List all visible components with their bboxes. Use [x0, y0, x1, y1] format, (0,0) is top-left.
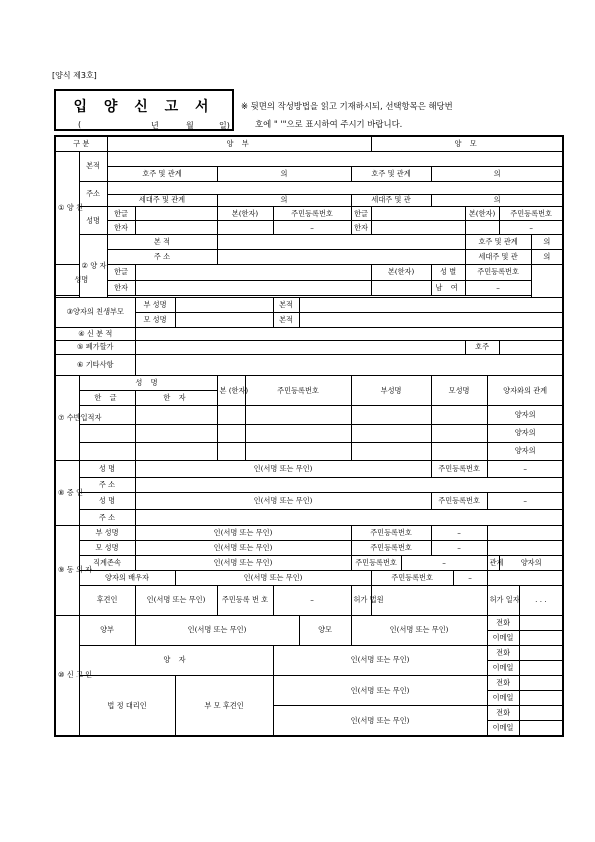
s1-sedaeju-label-father: 세대주 및 관계 — [107, 194, 217, 207]
s9-relation-label: 관계 — [487, 555, 499, 570]
s2-hangul-value[interactable] — [135, 265, 371, 280]
s9-guardian-rrn-label: 주민등록 번 호 — [217, 585, 273, 615]
s9-mother-rrn-label: 주민등록번호 — [351, 540, 431, 555]
s7-hangul-label: 한 글 — [79, 391, 135, 406]
s2-hoju-value[interactable]: 의 — [531, 235, 563, 250]
s3-father-bonjeok-label: 본적 — [273, 297, 299, 312]
s10-phone-2[interactable] — [519, 645, 563, 660]
s10-email-label-1: 이메일 — [487, 630, 519, 645]
s9-jikgye-seal[interactable]: 인(서명 또는 무인) — [135, 555, 351, 570]
s8-name-label-1: 성 명 — [79, 461, 135, 478]
s9-spouse-extra[interactable] — [487, 570, 563, 585]
s9-father-extra[interactable] — [487, 525, 563, 540]
s10-yangmo-seal[interactable]: 인(서명 또는 무인) — [351, 615, 487, 645]
date-year[interactable]: 년 — [151, 121, 159, 130]
s7-relation-value[interactable]: 양자의 — [487, 442, 563, 460]
s9-mother-seal[interactable]: 인(서명 또는 무인) — [135, 540, 351, 555]
s9-spouse-seal[interactable]: 인(서명 또는 무인) — [175, 570, 371, 585]
form-title: 입 양 신 고 서 — [73, 99, 215, 115]
s2-bon-label: 본(한자) — [371, 265, 431, 280]
s10-phone-label-4: 전화 — [487, 706, 519, 721]
s10-email-3[interactable] — [519, 691, 563, 706]
section-5-label: ⑤ 폐가할가 — [55, 340, 135, 354]
s3-mother-label: 모 성명 — [135, 312, 175, 327]
s9-guardian-label: 후견인 — [79, 585, 135, 615]
s8-rrn-label-2: 주민등록번호 — [431, 493, 487, 510]
s10-yangja-label: 양 자 — [79, 645, 273, 675]
s3-father-label: 부 성명 — [135, 297, 175, 312]
s6-value[interactable] — [135, 354, 563, 376]
s1-hangul-label-mother: 한글 — [351, 207, 371, 221]
s10-yangbu-seal[interactable]: 인(서명 또는 무인) — [135, 615, 299, 645]
s9-jikgye-label: 직계존속 — [79, 555, 135, 570]
s10-email-label-3: 이메일 — [487, 691, 519, 706]
header-gubun: 구 분 — [55, 136, 107, 151]
s1-hangul-father[interactable] — [135, 207, 217, 221]
s9-father-seal[interactable]: 인(서명 또는 무인) — [135, 525, 351, 540]
s4-value[interactable] — [135, 327, 563, 340]
s10-phone-3[interactable] — [519, 676, 563, 691]
s1-hanja-label-mother: 한자 — [351, 221, 371, 235]
s7-relation-value[interactable]: 양자의 — [487, 424, 563, 442]
s8-addr-label-1: 주 소 — [79, 478, 135, 493]
s10-yangbu-label: 양부 — [79, 615, 135, 645]
s9-father-rrn-label: 주민등록번호 — [351, 525, 431, 540]
s10-email-label-2: 이메일 — [487, 660, 519, 675]
s1-bonjeok-value[interactable] — [107, 151, 563, 166]
header-yangbu: 양 부 — [107, 136, 371, 151]
s1-bon-mother[interactable] — [465, 221, 499, 235]
s1-name-label: 성명 — [79, 207, 107, 235]
s3-mother-bonjeok-label: 본적 — [273, 312, 299, 327]
s8-name-label-2: 성 명 — [79, 493, 135, 510]
section-1-label: ① 양 친 — [55, 151, 79, 265]
s7-rrn-label: 주민등록번호 — [245, 376, 351, 406]
s10-phone-label-1: 전화 — [487, 615, 519, 630]
s10-phone-label-3: 전화 — [487, 676, 519, 691]
s1-hoju-mother[interactable]: 의 — [431, 166, 563, 181]
s8-rrn-label-1: 주민등록번호 — [431, 461, 487, 478]
s10-phone-1[interactable] — [519, 615, 563, 630]
s9-permit-date-label: 허가 일자 — [487, 585, 519, 615]
s9-spouse-rrn[interactable]: – — [453, 570, 487, 585]
s7-hanja-label: 한 자 — [135, 391, 217, 406]
s2-name-label: 성명 — [55, 265, 107, 295]
s1-rrn-father[interactable]: – — [273, 221, 351, 235]
s1-hoju-father[interactable]: 의 — [217, 166, 351, 181]
s1-bonjeok-label: 본적 — [79, 151, 107, 181]
s1-sedaeju-mother[interactable]: 의 — [431, 194, 563, 207]
s2-juso-label: 주 소 — [107, 250, 217, 265]
s10-yangja-seal[interactable]: 인(서명 또는 무인) — [273, 645, 487, 675]
s10-rep-seal-2[interactable]: 인(서명 또는 무인) — [273, 706, 487, 736]
s9-mother-rrn[interactable]: – — [431, 540, 487, 555]
header-yangmo: 양 모 — [371, 136, 563, 151]
s1-rrn-mother[interactable]: – — [499, 221, 563, 235]
s8-rrn-1[interactable]: – — [487, 461, 563, 478]
s9-guardian-rrn[interactable]: – — [273, 585, 351, 615]
s10-rep-seal-1[interactable]: 인(서명 또는 무인) — [273, 676, 487, 706]
s2-hanja-label: 한자 — [107, 280, 135, 295]
s5-hoju-label: 호주 — [465, 340, 499, 354]
section-3-label: ③양자의 친생부모 — [55, 297, 135, 327]
s1-hoju-label-father: 호주 및 관계 — [107, 166, 217, 181]
s2-hanja-value[interactable] — [135, 280, 371, 295]
form-number: [양식 제3호] — [52, 71, 97, 80]
s9-permit-court-label: 허가 법원 — [351, 585, 371, 615]
s7-row — [55, 442, 563, 460]
s1-sedaeju-label-mother: 세대주 및 관 — [351, 194, 431, 207]
section-6-label: ⑥ 기타사항 — [55, 354, 135, 376]
s7-relation-value[interactable]: 양자의 — [487, 406, 563, 424]
s10-legal-rep-label: 법 정 대리인 — [79, 676, 175, 737]
s9-jikgye-rrn[interactable]: – — [401, 555, 487, 570]
s9-spouse-rrn-label: 주민등록번호 — [371, 570, 453, 585]
s1-bon-label-mother: 본(한자) — [465, 207, 499, 221]
section-9-label: ⑨ 동 의 자 — [55, 525, 79, 615]
date-month[interactable]: 월 — [186, 121, 194, 130]
s2-hoju-label: 호주 및 관계 — [465, 235, 531, 250]
s1-bon-label-father: 본(한자) — [217, 207, 273, 221]
s9-father-rrn[interactable]: – — [431, 525, 487, 540]
date-day[interactable]: 일) — [219, 121, 230, 130]
s10-parents-guardian-label: 부 모 후견인 — [175, 676, 273, 737]
date-open: ( — [78, 120, 82, 129]
s3-mother-bonjeok[interactable] — [299, 312, 563, 327]
s10-email-2[interactable] — [519, 660, 563, 675]
s7-mother-label: 모성명 — [431, 376, 487, 406]
s2-hangul-label: 한글 — [107, 265, 135, 280]
s8-seal-2[interactable]: 인(서명 또는 무인) — [135, 493, 431, 510]
s1-juso-value[interactable] — [107, 181, 563, 194]
section-10-label: ⑩ 신 고 인 — [55, 615, 79, 736]
s7-relation-label: 양자와의 관계 — [487, 376, 563, 406]
s8-rrn-2[interactable]: – — [487, 493, 563, 510]
s1-hangul-mother[interactable] — [371, 207, 465, 221]
s1-juso-label: 주소 — [79, 181, 107, 207]
s3-father-name[interactable] — [175, 297, 273, 312]
s9-guardian-seal[interactable]: 인(서명 또는 무인) — [135, 585, 217, 615]
s10-email-4[interactable] — [519, 721, 563, 736]
s3-mother-name[interactable] — [175, 312, 273, 327]
s2-sex-value[interactable]: 남 여 — [431, 280, 465, 295]
s7-name-label: 성 명 — [79, 376, 217, 391]
s9-mother-label: 모 성명 — [79, 540, 135, 555]
s7-bon-label: 본 (한자) — [217, 376, 245, 406]
section-8-label: ⑧ 증 인 — [55, 461, 79, 526]
note-line-2: 호에 " '"으로 표시하여 주시기 바랍니다. — [255, 119, 403, 129]
s9-permit-court[interactable] — [371, 585, 487, 615]
s2-rrn-label: 주민등록번호 — [465, 265, 531, 280]
s1-hangul-label-father: 한글 — [107, 207, 135, 221]
s1-bon-father[interactable] — [217, 221, 273, 235]
s2-bon-value[interactable] — [371, 280, 431, 295]
section-4-label: ④ 신 분 적 — [55, 327, 135, 340]
s3-father-bonjeok[interactable] — [299, 297, 563, 312]
section-2-label: ② 양 자 — [79, 235, 107, 297]
s8-addr-label-2: 주 소 — [79, 510, 135, 525]
s1-hanja-father[interactable] — [135, 221, 217, 235]
s9-jikgye-rrn-label: 주민등록번호 — [351, 555, 401, 570]
s9-permit-date[interactable]: . . . — [519, 585, 563, 615]
s5-hoju-value[interactable] — [499, 340, 563, 354]
s5-value[interactable] — [135, 340, 465, 354]
s1-hanja-mother[interactable] — [371, 221, 465, 235]
s2-bonjeok-label: 본 적 — [107, 235, 217, 250]
s1-sedaeju-father[interactable]: 의 — [217, 194, 351, 207]
s2-juso-value[interactable] — [217, 250, 465, 265]
s1-hanja-label-father: 한자 — [107, 221, 135, 235]
s1-hoju-label-mother: 호주 및 관계 — [351, 166, 431, 181]
s8-addr-1[interactable] — [135, 478, 563, 493]
title-box — [54, 89, 234, 131]
s9-relation-value[interactable]: 양자의 — [499, 555, 563, 570]
s7-row — [55, 424, 563, 442]
adoption-report-form — [54, 135, 564, 737]
s10-yangmo-label: 양모 — [299, 615, 351, 645]
s7-row — [55, 406, 563, 424]
s9-father-label: 부 성명 — [79, 525, 135, 540]
s2-bonjeok-value[interactable] — [217, 235, 465, 250]
s10-phone-label-2: 전화 — [487, 645, 519, 660]
section-7-label: ⑦ 수반입적자 — [55, 376, 79, 461]
note-line-1: ※ 뒷면의 작성방법을 읽고 기재하시되, 선택항목은 해당번 — [241, 101, 453, 111]
s7-father-label: 부성명 — [351, 376, 431, 406]
s2-sedaeju-label: 세대주 및 관 — [465, 250, 531, 265]
s2-sedaeju-value[interactable]: 의 — [531, 250, 563, 265]
s10-phone-4[interactable] — [519, 706, 563, 721]
s10-email-1[interactable] — [519, 630, 563, 645]
s1-rrn-label-mother: 주민등록번호 — [499, 207, 563, 221]
s10-email-label-4: 이메일 — [487, 721, 519, 736]
s9-mother-extra[interactable] — [487, 540, 563, 555]
s2-rrn-value[interactable]: – — [465, 280, 531, 295]
instruction-note — [241, 97, 551, 133]
s9-spouse-label: 양자의 배우자 — [79, 570, 175, 585]
s1-rrn-label-father: 주민등록번호 — [273, 207, 351, 221]
s8-addr-2[interactable] — [135, 510, 563, 525]
s8-seal-1[interactable]: 인(서명 또는 무인) — [135, 461, 431, 478]
s2-sex-label: 성 별 — [431, 265, 465, 280]
